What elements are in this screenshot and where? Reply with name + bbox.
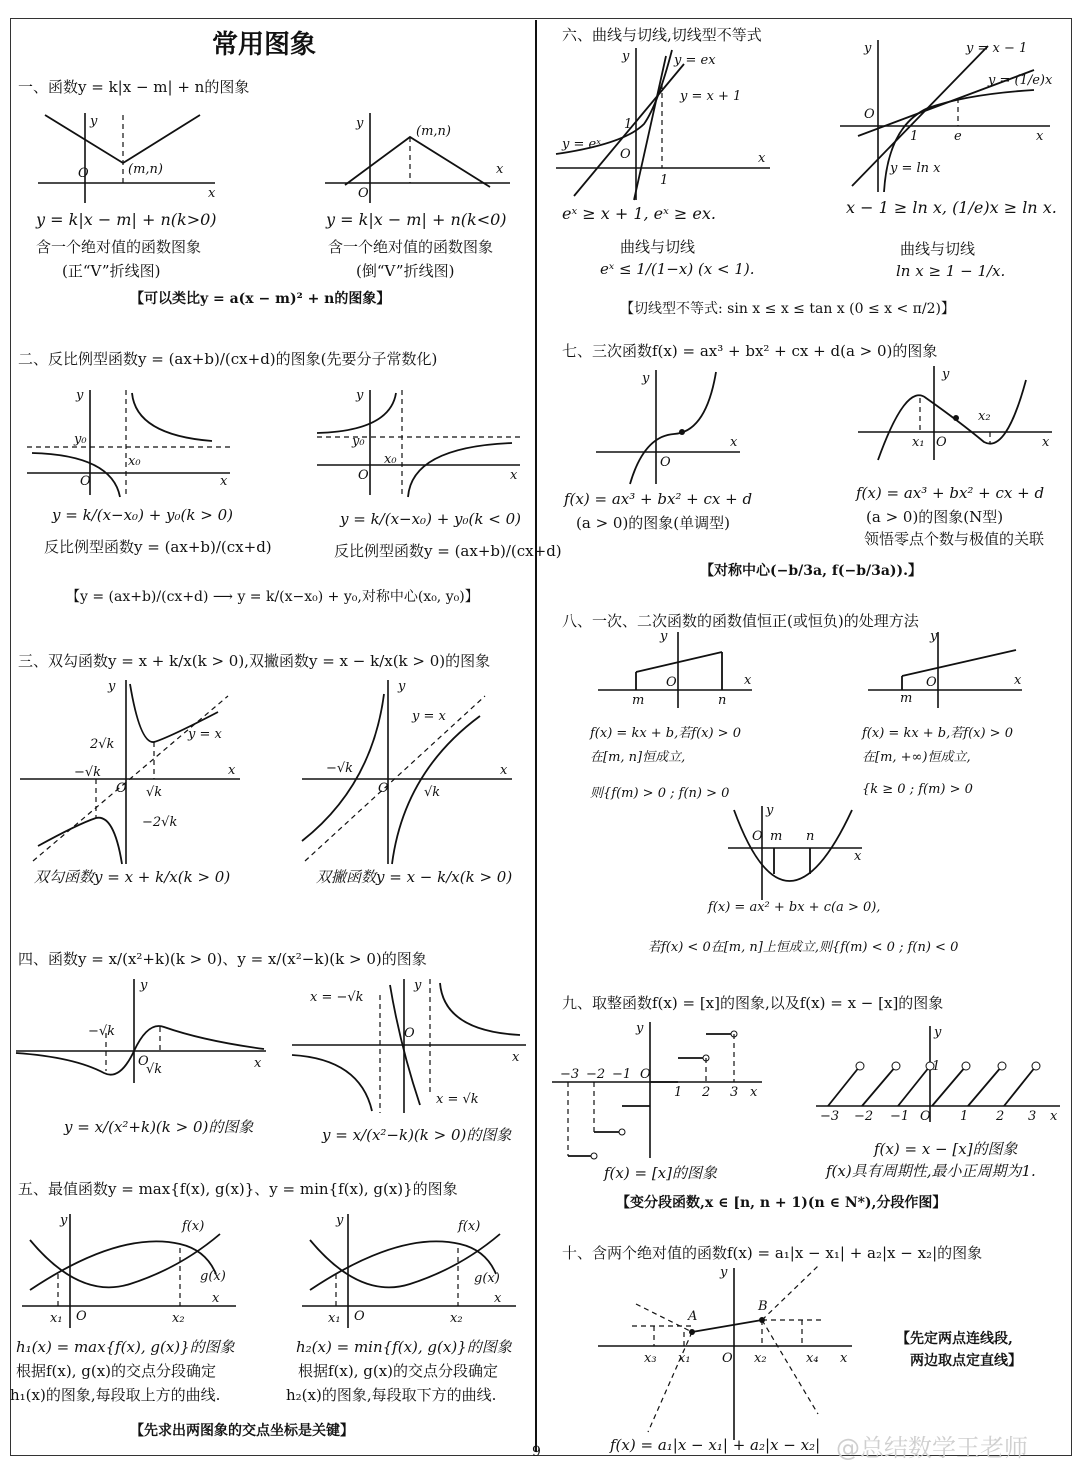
svg-text:(m,n): (m,n)	[416, 124, 451, 139]
svg-text:O: O	[358, 186, 369, 201]
svg-text:−√k: −√k	[88, 1024, 116, 1039]
s1-left-formula: y = k|x − m| + n(k>0)	[36, 210, 217, 229]
s2-right-graph	[312, 385, 527, 500]
s3-right-caption: 双撇函数y = x − k/x(k > 0)	[316, 868, 513, 886]
svg-text:y: y	[356, 388, 364, 403]
svg-text:O: O	[620, 147, 631, 162]
s9-left-graph	[550, 1018, 765, 1163]
svg-text:x: x	[500, 763, 508, 778]
svg-text:y: y	[90, 114, 98, 129]
svg-text:x₂: x₂	[754, 1351, 767, 1366]
svg-text:y = x: y = x	[412, 709, 446, 724]
svg-text:O: O	[378, 781, 389, 796]
svg-text:y₀: y₀	[352, 434, 365, 449]
svg-text:1: 1	[910, 129, 919, 144]
svg-text:y = eˣ: y = eˣ	[562, 137, 601, 152]
s8-quad-line1: f(x) = ax² + bx + c(a > 0),	[708, 900, 881, 915]
s7-left-line2: (a > 0)的图象(单调型)	[576, 514, 730, 532]
s8-left-graph	[596, 630, 756, 710]
page-number: 9	[532, 1444, 541, 1460]
svg-text:x: x	[254, 1056, 262, 1071]
svg-text:m: m	[900, 691, 913, 706]
s10-heading: 十、含两个绝对值的函数f(x) = a₁|x − x₁| + a₂|x − x₂|的图象	[562, 1244, 983, 1262]
svg-text:x: x	[750, 1085, 758, 1100]
svg-text:B: B	[758, 1299, 768, 1314]
svg-text:−√k: −√k	[74, 765, 102, 780]
s3-left-caption: 双勾函数y = x + k/x(k > 0)	[34, 868, 231, 886]
svg-text:x₄: x₄	[806, 1351, 819, 1366]
svg-text:g(x): g(x)	[474, 1271, 500, 1286]
svg-text:y: y	[398, 679, 406, 694]
svg-text:y: y	[864, 41, 872, 56]
svg-text:A: A	[688, 1309, 698, 1324]
s8-heading: 八、一次、二次函数的函数值恒正(或恒负)的处理方法	[562, 612, 919, 630]
s8-quad-line2: 若f(x) < 0在[m, n]上恒成立,则{f(m) < 0 ; f(n) < 0	[648, 940, 959, 955]
svg-text:2: 2	[996, 1109, 1005, 1124]
s3-right-graph	[300, 676, 515, 866]
svg-text:x: x	[220, 474, 228, 489]
svg-text:x: x	[1050, 1109, 1058, 1124]
svg-text:x: x	[228, 763, 236, 778]
s6-right-graph	[838, 36, 1053, 196]
svg-text:y: y	[60, 1213, 68, 1228]
s6-right-caption: 曲线与切线	[900, 240, 976, 258]
s6-right-ineq: x − 1 ≥ ln x, (1/e)x ≥ ln x.	[846, 198, 1057, 217]
s4-left-caption: y = x/(x²+k)(k > 0)的图象	[64, 1118, 254, 1136]
svg-text:y: y	[414, 978, 422, 993]
svg-text:y: y	[642, 371, 650, 386]
svg-text:2√k: 2√k	[90, 737, 115, 752]
svg-text:3: 3	[730, 1085, 739, 1100]
svg-text:O: O	[722, 1351, 733, 1366]
svg-text:y = ln x: y = ln x	[890, 161, 941, 176]
svg-text:x: x	[854, 849, 862, 864]
svg-text:g(x): g(x)	[200, 1269, 226, 1284]
svg-text:y = x + 1: y = x + 1	[680, 89, 742, 104]
svg-text:3: 3	[1028, 1109, 1037, 1124]
svg-text:O: O	[920, 1109, 931, 1124]
s6-right-ineq2: ln x ≥ 1 − 1/x.	[896, 262, 1006, 280]
svg-text:O: O	[936, 435, 947, 450]
s9-right-caption2: f(x)具有周期性,最小正周期为1.	[826, 1162, 1036, 1180]
s7-left-line1: f(x) = ax³ + bx² + cx + d	[564, 490, 753, 508]
svg-text:y: y	[140, 978, 148, 993]
s7-right-line3: 领悟零点个数与极值的关联	[864, 530, 1045, 548]
s8-left-line2: 在[m, n]恒成立,	[590, 750, 686, 765]
s1-right-caption2: (倒“V”折线图)	[356, 262, 455, 280]
svg-text:1: 1	[660, 173, 669, 188]
svg-text:x: x	[1042, 435, 1050, 450]
svg-text:x: x	[744, 673, 752, 688]
svg-text:x₁: x₁	[912, 435, 925, 450]
svg-text:n: n	[806, 829, 815, 844]
svg-text:y = x: y = x	[188, 727, 222, 742]
svg-text:O: O	[404, 1026, 415, 1041]
svg-text:O: O	[116, 781, 127, 796]
svg-text:x: x	[512, 1050, 520, 1065]
svg-text:−3: −3	[560, 1067, 580, 1082]
svg-text:O: O	[76, 1309, 87, 1324]
svg-text:x₂: x₂	[172, 1311, 185, 1326]
svg-text:x: x	[730, 435, 738, 450]
s1-left-caption2: (正“V”折线图)	[62, 262, 161, 280]
s1-heading: 一、函数y = k|x − m| + n的图象	[18, 78, 250, 96]
svg-text:y: y	[720, 1265, 728, 1280]
svg-text:m: m	[632, 693, 645, 708]
svg-text:x: x	[758, 151, 766, 166]
svg-text:x₀: x₀	[384, 452, 397, 467]
svg-text:O: O	[666, 675, 677, 690]
svg-text:O: O	[864, 107, 875, 122]
s7-right-graph	[856, 362, 1056, 462]
svg-text:x₁: x₁	[50, 1311, 63, 1326]
s4-right-graph	[290, 975, 530, 1115]
svg-text:O: O	[80, 474, 91, 489]
s4-heading: 四、函数y = x/(x²+k)(k > 0)、y = x/(x²−k)(k > 0)的图象	[18, 950, 427, 968]
svg-text:−1: −1	[890, 1109, 910, 1124]
s2-note: 【y = (ax+b)/(cx+d) ⟶ y = k/(x−x₀) + y₀,对称中心(x₀, y₀)】	[66, 589, 479, 605]
s5-note: 【先求出两图象的交点坐标是关键】	[130, 1423, 354, 1439]
s8-right-line2: 在[m, +∞)恒成立,	[862, 750, 971, 765]
svg-text:2: 2	[702, 1085, 711, 1100]
s9-heading: 九、取整函数f(x) = [x]的图象,以及f(x) = x − [x]的图象	[562, 994, 944, 1012]
s7-heading: 七、三次函数f(x) = ax³ + bx² + cx + d(a > 0)的图象	[562, 342, 938, 360]
s1-right-caption: 含一个绝对值的函数图象	[328, 238, 494, 256]
svg-text:x: x	[212, 1291, 220, 1306]
svg-text:−2√k: −2√k	[142, 815, 178, 830]
s5-heading: 五、最值函数y = max{f(x), g(x)}、y = min{f(x), g(x)}的图象	[18, 1180, 458, 1198]
s1-note: 【可以类比y = a(x − m)² + n的图象】	[130, 291, 391, 307]
svg-text:O: O	[926, 675, 937, 690]
svg-text:y = x − 1: y = x − 1	[966, 41, 1028, 56]
svg-text:x: x	[208, 186, 216, 201]
svg-text:x₁: x₁	[328, 1311, 341, 1326]
svg-text:O: O	[354, 1309, 365, 1324]
svg-text:y: y	[622, 49, 630, 64]
s9-left-caption: f(x) = [x]的图象	[604, 1164, 717, 1182]
svg-text:x₂: x₂	[978, 409, 991, 424]
svg-text:x: x	[510, 468, 518, 483]
s2-heading: 二、反比例型函数y = (ax+b)/(cx+d)的图象(先要分子常数化)	[18, 350, 438, 368]
s6-heading: 六、曲线与切线,切线型不等式	[562, 26, 762, 44]
svg-text:x = √k: x = √k	[436, 1092, 479, 1107]
svg-text:x₁: x₁	[678, 1351, 691, 1366]
svg-text:x: x	[494, 1291, 502, 1306]
s2-left-graph	[22, 385, 237, 500]
svg-text:x₃: x₃	[644, 1351, 657, 1366]
svg-text:y: y	[934, 1025, 942, 1040]
s8-left-line1: f(x) = kx + b,若f(x) > 0	[590, 726, 741, 741]
s5-right-line3: h₂(x)的图象,每段取下方的曲线.	[286, 1386, 497, 1404]
s8-right-line3: {k ≥ 0 ; f(m) > 0	[862, 782, 973, 797]
s5-right-line2: 根据f(x), g(x)的交点分段确定	[298, 1362, 499, 1380]
svg-text:O: O	[78, 166, 89, 181]
svg-text:−2: −2	[586, 1067, 606, 1082]
s5-left-graph	[20, 1210, 240, 1330]
s7-right-line1: f(x) = ax³ + bx² + cx + d	[856, 484, 1045, 502]
page-title: 常用图象	[212, 30, 317, 60]
svg-text:y₀: y₀	[74, 432, 87, 447]
svg-text:O: O	[358, 468, 369, 483]
svg-text:−3: −3	[820, 1109, 840, 1124]
svg-text:1: 1	[960, 1109, 969, 1124]
svg-text:f(x): f(x)	[458, 1219, 481, 1234]
s9-right-graph	[814, 1024, 1064, 1124]
s5-right-line1: h₂(x) = min{f(x), g(x)}的图象	[296, 1338, 512, 1356]
watermark: @总结数学王老师	[836, 1434, 1028, 1462]
s8-left-line3: 则{f(m) > 0 ; f(n) > 0	[590, 786, 730, 801]
s7-right-line2: (a > 0)的图象(N型)	[866, 508, 1004, 526]
svg-text:y = (1/e)x: y = (1/e)x	[988, 73, 1053, 88]
s7-left-graph	[594, 366, 744, 486]
s10-note2: 两边取点定直线】	[910, 1353, 1022, 1369]
svg-text:x: x	[1014, 673, 1022, 688]
s6-left-ineq2: eˣ ≤ 1/(1−x) (x < 1).	[600, 260, 755, 278]
s2-left-caption: 反比例型函数y = (ax+b)/(cx+d)	[44, 538, 272, 556]
svg-text:y: y	[766, 803, 774, 818]
svg-text:x = −√k: x = −√k	[310, 990, 364, 1005]
svg-text:x₀: x₀	[128, 454, 141, 469]
s8-right-graph	[866, 630, 1026, 710]
s9-note: 【变分段函数,x ∈ [n, n + 1)(n ∈ N*),分段作图】	[616, 1195, 947, 1211]
svg-text:√k: √k	[146, 785, 163, 800]
svg-text:y: y	[108, 679, 116, 694]
s7-note: 【对称中心(−b/3a, f(−b/3a)).】	[700, 563, 923, 579]
s10-formula: f(x) = a₁|x − x₁| + a₂|x − x₂|	[610, 1436, 821, 1454]
svg-text:−1: −1	[612, 1067, 632, 1082]
svg-text:x: x	[1036, 129, 1044, 144]
svg-text:√k: √k	[146, 1062, 163, 1077]
s1-right-graph	[320, 105, 520, 205]
svg-text:y: y	[336, 1213, 344, 1228]
s5-left-line1: h₁(x) = max{f(x), g(x)}的图象	[16, 1338, 235, 1356]
svg-text:n: n	[718, 693, 727, 708]
svg-text:y: y	[76, 388, 84, 403]
s10-note1: 【先定两点连线段,	[896, 1331, 1013, 1347]
svg-text:−2: −2	[854, 1109, 874, 1124]
s4-left-graph	[14, 975, 269, 1085]
s1-left-graph	[30, 105, 230, 205]
svg-text:y: y	[942, 367, 950, 382]
svg-text:1: 1	[624, 117, 633, 132]
svg-text:y: y	[356, 116, 364, 131]
s5-left-line3: h₁(x)的图象,每段取上方的曲线.	[10, 1386, 221, 1404]
s6-left-ineq: eˣ ≥ x + 1, eˣ ≥ ex.	[562, 204, 716, 223]
svg-text:O: O	[138, 1054, 149, 1069]
s6-note: 【切线型不等式: sin x ≤ x ≤ tan x (0 ≤ x < π/2)】	[620, 301, 955, 317]
s1-right-formula: y = k|x − m| + n(k<0)	[326, 210, 507, 229]
s8-quad-graph	[726, 802, 866, 902]
s9-right-caption1: f(x) = x − [x]的图象	[874, 1140, 1018, 1158]
svg-text:x₂: x₂	[450, 1311, 463, 1326]
s6-left-caption: 曲线与切线	[620, 238, 696, 256]
s2-right-formula: y = k/(x−x₀) + y₀(k < 0)	[340, 510, 521, 528]
svg-text:x: x	[840, 1351, 848, 1366]
s5-left-line2: 根据f(x), g(x)的交点分段确定	[16, 1362, 217, 1380]
svg-text:y: y	[636, 1021, 644, 1036]
svg-text:O: O	[640, 1067, 651, 1082]
s8-right-line1: f(x) = kx + b,若f(x) > 0	[862, 726, 1013, 741]
svg-text:y: y	[930, 630, 938, 644]
svg-text:O: O	[752, 829, 763, 844]
s3-left-graph	[18, 676, 243, 866]
svg-text:−√k: −√k	[326, 761, 354, 776]
s1-left-caption: 含一个绝对值的函数图象	[36, 238, 202, 256]
s4-right-caption: y = x/(x²−k)(k > 0)的图象	[322, 1126, 512, 1144]
column-divider	[535, 20, 537, 1452]
svg-text:O: O	[660, 455, 671, 470]
svg-text:e: e	[954, 129, 962, 144]
s1-point-label-1: (m,n)	[128, 162, 163, 177]
svg-text:y: y	[660, 630, 668, 644]
s5-right-graph	[300, 1210, 520, 1330]
s2-left-formula: y = k/(x−x₀) + y₀(k > 0)	[52, 506, 233, 524]
svg-text:f(x): f(x)	[182, 1219, 205, 1234]
svg-text:1: 1	[674, 1085, 683, 1100]
s2-right-caption: 反比例型函数y = (ax+b)/(cx+d)	[334, 542, 562, 560]
svg-text:y = ex: y = ex	[674, 53, 716, 68]
s6-left-graph	[554, 44, 774, 204]
svg-text:x: x	[496, 162, 504, 177]
svg-text:√k: √k	[424, 785, 441, 800]
s10-graph	[596, 1264, 866, 1444]
svg-text:m: m	[770, 829, 783, 844]
svg-text:1: 1	[932, 1059, 941, 1074]
s3-heading: 三、双勾函数y = x + k/x(k > 0),双撇函数y = x − k/x(k > 0)的图象	[18, 652, 491, 670]
